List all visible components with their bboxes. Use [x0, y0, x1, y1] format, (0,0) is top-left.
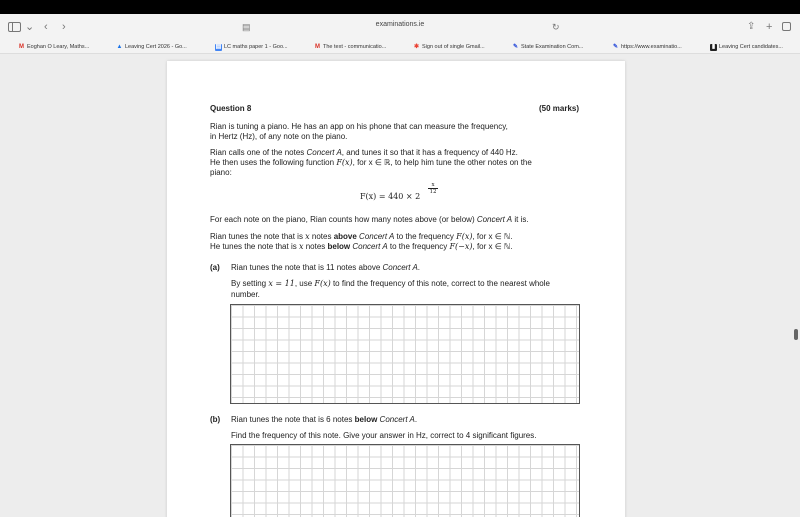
question-title: Question 8	[210, 104, 252, 113]
part-a-line: By setting x = 11, use F(x) to find the frequency of this note, correct to the nearest whole	[231, 279, 550, 288]
bookmark-item[interactable]: ▲ Leaving Cert 2026 - Go...	[116, 43, 187, 50]
page-icon: ▤	[242, 22, 251, 32]
pen-icon: ✎	[612, 43, 619, 50]
part-a-line: number.	[231, 290, 260, 299]
count-line: For each note on the piano, Rian counts how many notes above (or below) Concert A it is.	[210, 215, 529, 224]
formula: F(x) = 440 × 2 x 12	[360, 182, 437, 201]
part-a-label: (a)	[210, 263, 220, 272]
intro-line: in Hertz (Hz), of any note on the piano.	[210, 132, 348, 141]
formula-exponent: x 12	[429, 182, 437, 195]
bookmark-item[interactable]: ✱ Sign out of single Gmail...	[413, 43, 485, 50]
google-icon: ✱	[413, 43, 420, 50]
scrollbar-thumb[interactable]	[794, 329, 798, 340]
part-a-line: Rian tunes the note that is 11 notes above Concert A.	[231, 263, 421, 272]
bookmark-item[interactable]: M The text - communicatio...	[315, 43, 387, 50]
gmail-icon: M	[315, 43, 320, 50]
answer-grid-a[interactable]	[230, 304, 580, 404]
drive-icon: ▲	[116, 43, 123, 50]
docs-icon: ▤	[215, 43, 222, 50]
tab-overview-icon[interactable]	[782, 22, 791, 31]
answer-grid-b[interactable]	[230, 444, 580, 517]
part-b-line: Find the frequency of this note. Give your answer in Hz, correct to 4 significant figures.	[231, 431, 537, 440]
pdf-page	[167, 61, 625, 517]
back-icon[interactable]: ‹	[44, 21, 48, 33]
concert-line: Rian calls one of the notes Concert A, and tunes it so that it has a frequency of 440 Hz.	[210, 148, 518, 157]
bookmark-item[interactable]: M Eoghan O Leary, Maths...	[19, 43, 90, 50]
bookmarks-bar	[0, 40, 800, 54]
part-b-label: (b)	[210, 415, 221, 424]
bookmark-item[interactable]: ✎ https://www.examinatio...	[612, 43, 682, 50]
url-field[interactable]: examinations.ie	[375, 21, 425, 28]
function-line: piano:	[210, 168, 232, 177]
pen-icon: ✎	[512, 43, 519, 50]
question-marks: (50 marks)	[539, 104, 580, 113]
bookmark-item[interactable]: ✎ State Examination Com...	[512, 43, 584, 50]
above-line: Rian tunes the note that is x notes above Concert A to the frequency F(x), for x ∈ ℕ.	[210, 232, 513, 241]
below-line: He tunes the note that is x notes below Concert A to the frequency F(−x), for x ∈ ℕ.	[210, 242, 513, 251]
part-b-line: Rian tunes the note that is 6 notes below Concert A.	[231, 415, 418, 424]
bookmark-item[interactable]: ▮ Leaving Cert candidates...	[711, 43, 783, 50]
bookmark-item[interactable]: ▤ LC maths paper 1 - Goo...	[215, 43, 288, 50]
share-icon[interactable]: ⇪	[747, 21, 756, 32]
menu-bar	[0, 0, 800, 14]
intro-line: Rian is tuning a piano. He has an app on his phone that can measure the frequency,	[210, 122, 508, 131]
book-icon: ▮	[711, 43, 716, 50]
browser-toolbar	[0, 14, 800, 40]
chevron-down-icon[interactable]: ⌄	[25, 21, 35, 33]
function-line: He then uses the following function F(x), for x ∈ ℝ, to help him tune the other notes on the	[210, 158, 532, 167]
forward-icon[interactable]: ›	[62, 21, 66, 33]
new-tab-icon[interactable]: +	[766, 21, 773, 33]
gmail-icon: M	[19, 43, 24, 50]
reload-icon[interactable]: ↻	[552, 22, 560, 32]
